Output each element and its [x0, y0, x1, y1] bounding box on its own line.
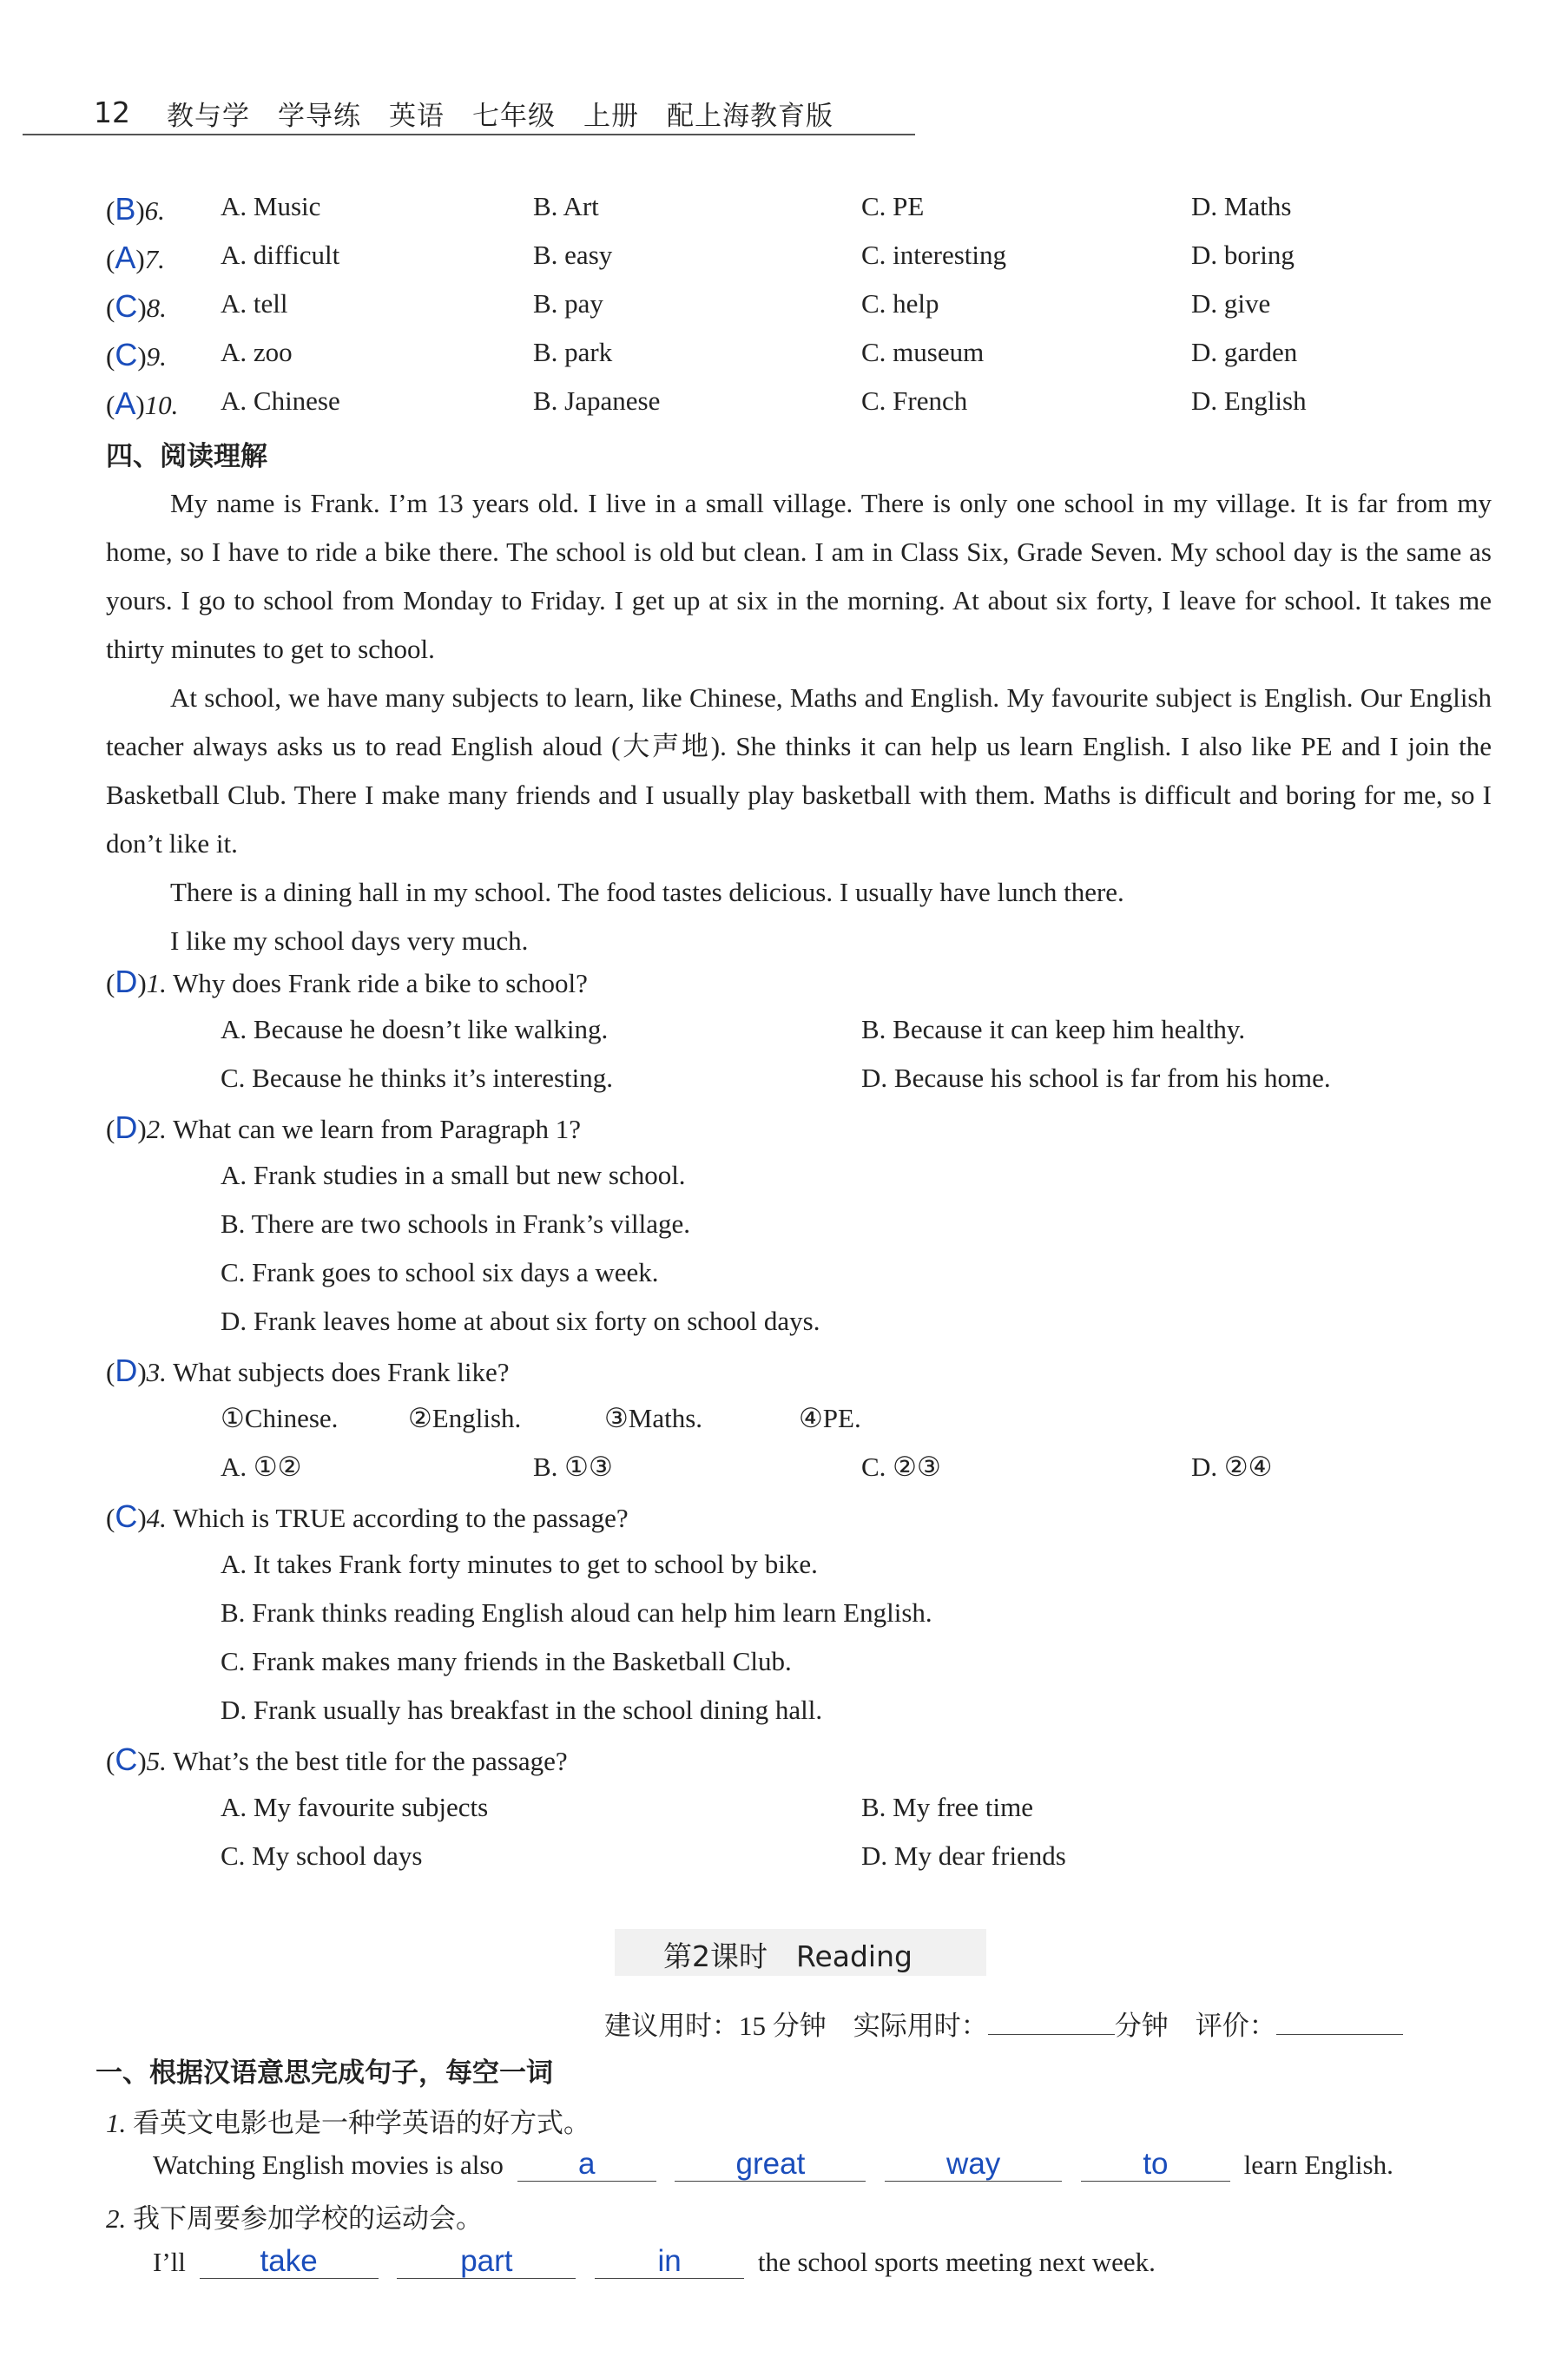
- answer-blank[interactable]: to: [1081, 2148, 1230, 2182]
- question-stem: Which is TRUE according to the passage?: [173, 1503, 629, 1533]
- answer-mark: A: [115, 240, 136, 275]
- passage-paragraph: I like my school days very much.: [170, 925, 529, 956]
- sentence-2-chinese: [106, 2196, 483, 2235]
- cloze-row: (A)7.: [106, 240, 165, 275]
- answer-mark: C: [115, 288, 138, 324]
- option-b: B. Because it can keep him healthy.: [861, 1014, 1246, 1044]
- option-b: B. park: [533, 337, 613, 367]
- question-stem: What can we learn from Paragraph 1?: [173, 1114, 582, 1144]
- option-d: D. Because his school is far from his home.: [861, 1063, 1331, 1093]
- option-d: D. ②④: [1191, 1452, 1273, 1482]
- answer-blank[interactable]: way: [885, 2148, 1062, 2182]
- option-b: B. ①③: [533, 1452, 613, 1482]
- answer-blank[interactable]: in: [595, 2245, 744, 2279]
- cloze-row: (C)9.: [106, 337, 167, 372]
- question-number: 3.: [146, 1357, 167, 1387]
- answer-blank[interactable]: great: [675, 2148, 866, 2182]
- timing-unit: 分钟 评价：: [1114, 2011, 1276, 2041]
- answer-mark: A: [115, 385, 136, 421]
- option-c: C. My school days: [221, 1840, 423, 1871]
- question-stem: What subjects does Frank like?: [173, 1357, 510, 1387]
- question-number: 1.: [146, 968, 167, 998]
- option-b: B. There are two schools in Frank’s village.: [221, 1208, 690, 1239]
- answer-mark: D: [115, 1353, 138, 1388]
- sentence-chinese: 我下周要参加学校的运动会。: [133, 2203, 483, 2234]
- option-c: C. Frank goes to school six days a week.: [221, 1257, 659, 1287]
- cloze-row: (B)6.: [106, 191, 165, 227]
- option-c: C. museum: [861, 337, 985, 367]
- passage-paragraph: There is a dining hall in my school. The food tastes delicious. I usually have lunch there.: [170, 877, 1124, 907]
- option-a: A. difficult: [221, 240, 340, 270]
- option-c: C. French: [861, 385, 968, 416]
- option-a: A. Music: [221, 191, 321, 221]
- option-d: D. My dear friends: [861, 1840, 1066, 1871]
- question-5: (C)5. What’s the best title for the passage?: [106, 1741, 568, 1777]
- timing-label: 建议用时：15 分钟 实际用时：: [604, 2011, 988, 2041]
- option-b: B. easy: [533, 240, 613, 270]
- subject-item: ①Chinese.: [221, 1403, 339, 1433]
- actual-time-blank[interactable]: [988, 2034, 1115, 2035]
- sentence-suffix: the school sports meeting next week.: [757, 2247, 1156, 2277]
- option-d: D. garden: [1191, 337, 1298, 367]
- option-a: A. My favourite subjects: [221, 1792, 489, 1822]
- sentence-2-english: [153, 2245, 1156, 2279]
- option-d: D. give: [1191, 288, 1271, 319]
- passage-paragraph: At school, we have many subjects to learn, like Chinese, Maths and English. My favourite subject is English. Our English teacher always asks us to read English aloud (大声地). She thinks it can help us learn English. I also like PE and I join the Basketball Club. There I make many friends and I usually play basketball with them. Maths is difficult and boring for me, so I don’t like it.: [106, 682, 1492, 859]
- answer-mark: C: [115, 337, 138, 372]
- question-stem: Why does Frank ride a bike to school?: [173, 968, 588, 998]
- sentence-number: 1.: [106, 2108, 127, 2138]
- question-3: (D)3. What subjects does Frank like?: [106, 1353, 510, 1388]
- timing-line: [604, 2004, 1403, 2043]
- question-number: 8.: [146, 293, 167, 323]
- page-number: 12: [94, 95, 130, 129]
- question-number: 9.: [146, 341, 167, 372]
- option-b: B. My free time: [861, 1792, 1034, 1822]
- book-title: 教与学 学导练 英语 七年级 上册 配上海教育版: [167, 101, 833, 132]
- question-number: 10.: [144, 390, 179, 420]
- subject-item: ④PE.: [799, 1403, 861, 1433]
- question-number: 6.: [144, 195, 165, 226]
- option-b: B. Frank thinks reading English aloud can help him learn English.: [221, 1597, 932, 1628]
- question-number: 2.: [146, 1114, 167, 1144]
- option-a: A. zoo: [221, 337, 293, 367]
- answer-mark: C: [115, 1498, 138, 1534]
- sentence-chinese: 看英文电影也是一种学英语的好方式。: [133, 2108, 590, 2138]
- option-c: C. help: [861, 288, 939, 319]
- subject-item: ②English.: [408, 1403, 522, 1433]
- answer-blank[interactable]: take: [200, 2245, 379, 2279]
- option-a: A. ①②: [221, 1452, 302, 1482]
- section-title-reading: 四、阅读理解: [106, 441, 267, 472]
- option-b: B. pay: [533, 288, 603, 319]
- option-b: B. Japanese: [533, 385, 661, 416]
- sentence-prefix: I’ll: [153, 2247, 186, 2277]
- answer-blank[interactable]: part: [397, 2245, 576, 2279]
- passage-paragraph: My name is Frank. I’m 13 years old. I live in a small village. There is only one school in my village. It is far from my home, so I have to ride a bike there. The school is old but clean. I am in Class Six, Grade Seven. My school day is the same as yours. I go to school from Monday to Friday. I get up at six in the morning. At about six forty, I leave for school. It takes me thirty minutes to get to school.: [106, 488, 1492, 664]
- question-stem: What’s the best title for the passage?: [173, 1746, 568, 1776]
- cloze-row: (C)8.: [106, 288, 167, 324]
- option-d: D. English: [1191, 385, 1307, 416]
- question-number: 7.: [144, 244, 165, 274]
- lesson-title: 第2课时 Reading: [663, 1939, 912, 1973]
- question-1: (D)1. Why does Frank ride a bike to school?: [106, 964, 588, 999]
- option-c: C. interesting: [861, 240, 1007, 270]
- option-d: D. boring: [1191, 240, 1295, 270]
- question-4: (C)4. Which is TRUE according to the passage?: [106, 1498, 629, 1534]
- option-c: C. Frank makes many friends in the Basketball Club.: [221, 1646, 792, 1676]
- header-rule: [23, 134, 915, 135]
- section-title-sentences: 一、根据汉语意思完成句子，每空一词: [96, 2057, 553, 2089]
- option-d: D. Maths: [1191, 191, 1292, 221]
- option-a: A. It takes Frank forty minutes to get to school by bike.: [221, 1549, 818, 1579]
- answer-mark: D: [115, 1109, 138, 1145]
- option-a: A. Because he doesn’t like walking.: [221, 1014, 609, 1044]
- option-d: D. Frank leaves home at about six forty on school days.: [221, 1306, 820, 1336]
- question-number: 4.: [146, 1503, 167, 1533]
- answer-blank[interactable]: a: [517, 2148, 656, 2182]
- option-a: A. Frank studies in a small but new school.: [221, 1160, 686, 1190]
- option-d: D. Frank usually has breakfast in the school dining hall.: [221, 1695, 823, 1725]
- subject-item: ③Maths.: [604, 1403, 703, 1433]
- option-c: C. ②③: [861, 1452, 941, 1482]
- answer-mark: B: [115, 191, 136, 227]
- sentence-1-english: [153, 2148, 1393, 2182]
- sentence-number: 2.: [106, 2203, 127, 2234]
- answer-mark: D: [115, 964, 138, 999]
- sentence-1-chinese: [106, 2101, 590, 2140]
- option-b: B. Art: [533, 191, 599, 221]
- sentence-prefix: Watching English movies is also: [153, 2149, 504, 2180]
- option-c: C. Because he thinks it’s interesting.: [221, 1063, 614, 1093]
- option-a: A. Chinese: [221, 385, 340, 416]
- answer-mark: C: [115, 1741, 138, 1777]
- cloze-row: (A)10.: [106, 385, 179, 421]
- sentence-suffix: learn English.: [1243, 2149, 1393, 2180]
- option-c: C. PE: [861, 191, 925, 221]
- question-2: (D)2. What can we learn from Paragraph 1?: [106, 1109, 582, 1145]
- question-number: 5.: [146, 1746, 167, 1776]
- evaluation-blank[interactable]: [1276, 2034, 1403, 2035]
- option-a: A. tell: [221, 288, 288, 319]
